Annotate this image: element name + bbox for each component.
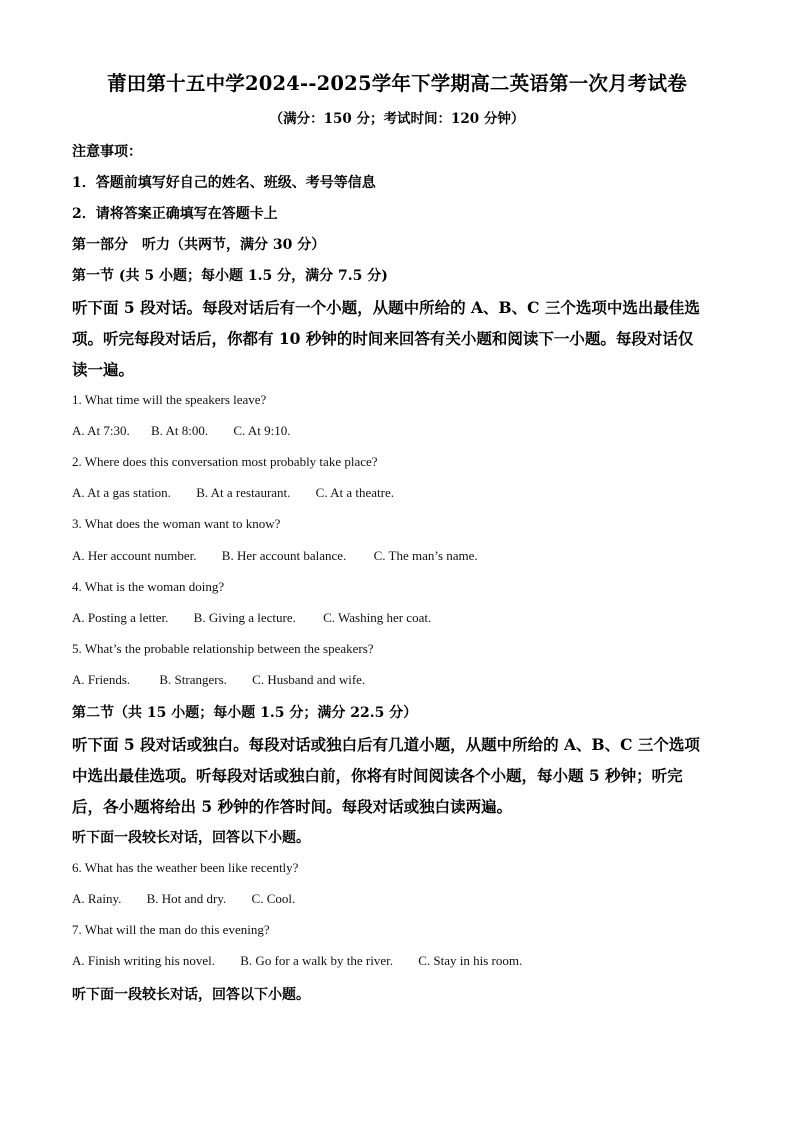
section2-heading: 第二节（共 15 小题；每小题 1.5 分；满分 22.5 分） — [72, 705, 418, 721]
question-4-stem: 4. What is the woman doing? — [72, 579, 225, 594]
question-4-option-b: B. Giving a lecture. — [193, 610, 296, 625]
question-5-option-b: B. Strangers. — [159, 672, 227, 687]
question-5-stem: 5. What’s the probable relationship between the speakers? — [72, 641, 374, 656]
question-7-option-b: B. Go for a walk by the river. — [240, 953, 393, 968]
question-5-option-c: C. Husband and wife. — [252, 672, 366, 687]
note-item-2: 2．请将答案正确填写在答题卡上 — [72, 206, 278, 222]
section1-heading: 第一节 (共 5 小题；每小题 1.5 分，满分 7.5 分) — [72, 268, 388, 284]
exam-title: 莆田第十五中学2024--2025学年下学期高二英语第一次月考试卷 — [107, 72, 687, 95]
question-1-options — [72, 423, 290, 439]
question-1-option-b: B. At 8:00. — [151, 423, 209, 438]
question-5-option-a: A. Friends. — [72, 672, 131, 687]
dialog-prompt-2: 听下面一段较长对话，回答以下小题。 — [72, 987, 310, 1003]
question-6-option-b: B. Hot and dry. — [146, 891, 227, 906]
question-7-option-c: C. Stay in his room. — [418, 953, 523, 968]
question-2-option-c: C. At a theatre. — [315, 485, 395, 500]
section2-instruction-line-1: 听下面 5 段对话或独白。每段对话或独白后有几道小题，从题中所给的 A、B、C 三个选项 — [72, 735, 700, 754]
question-3-option-c: C. The man’s name. — [373, 548, 478, 563]
section2-instruction-line-2: 中选出最佳选项。听每段对话或独白前，你将有时间阅读各个小题，每小题 5 秒钟；听完 — [72, 766, 683, 785]
question-2-stem: 2. Where does this conversation most probably take place? — [72, 454, 378, 469]
question-7-option-a: A. Finish writing his novel. — [72, 953, 216, 968]
question-6-option-c: C. Cool. — [251, 891, 296, 906]
question-7-stem: 7. What will the man do this evening? — [72, 922, 270, 937]
exam-subtitle: （满分：150 分；考试时间：120 分钟） — [269, 111, 525, 127]
question-1-stem: 1. What time will the speakers leave? — [72, 392, 267, 407]
question-2-options — [72, 485, 394, 501]
question-6-options — [72, 891, 295, 907]
section1-instruction-line-2: 项。听完每段对话后，你都有 10 秒钟的时间来回答有关小题和阅读下一小题。每段对话仅 — [72, 329, 694, 348]
question-7-options — [72, 953, 522, 969]
question-1-option-a: A. At 7:30. — [72, 423, 130, 438]
question-6-option-a: A. Rainy. — [72, 891, 122, 906]
question-3-option-b: B. Her account balance. — [221, 548, 347, 563]
section1-instruction-line-3: 读一遍。 — [72, 360, 135, 379]
question-3-option-a: A. Her account number. — [72, 548, 197, 563]
question-3-options — [72, 548, 478, 564]
section2-instruction-line-3: 后，各小题将给出 5 秒钟的作答时间。每段对话或独白读两遍。 — [72, 797, 513, 816]
question-2-option-b: B. At a restaurant. — [196, 485, 291, 500]
question-6-stem: 6. What has the weather been like recently? — [72, 860, 299, 875]
notes-heading: 注意事项： — [72, 144, 142, 160]
question-4-option-c: C. Washing her coat. — [323, 610, 432, 625]
question-3-stem: 3. What does the woman want to know? — [72, 516, 281, 531]
question-2-option-a: A. At a gas station. — [72, 485, 171, 500]
question-4-option-a: A. Posting a letter. — [72, 610, 169, 625]
part1-heading: 第一部分 听力（共两节，满分 30 分） — [72, 237, 326, 253]
question-4-options — [72, 610, 431, 626]
note-item-1: 1．答题前填写好自己的姓名、班级、考号等信息 — [72, 175, 376, 191]
section1-instruction-line-1: 听下面 5 段对话。每段对话后有一个小题，从题中所给的 A、B、C 三个选项中选出最佳选 — [72, 298, 700, 317]
question-5-options — [72, 672, 365, 688]
dialog-prompt-1: 听下面一段较长对话，回答以下小题。 — [72, 830, 310, 846]
question-1-option-c: C. At 9:10. — [233, 423, 291, 438]
